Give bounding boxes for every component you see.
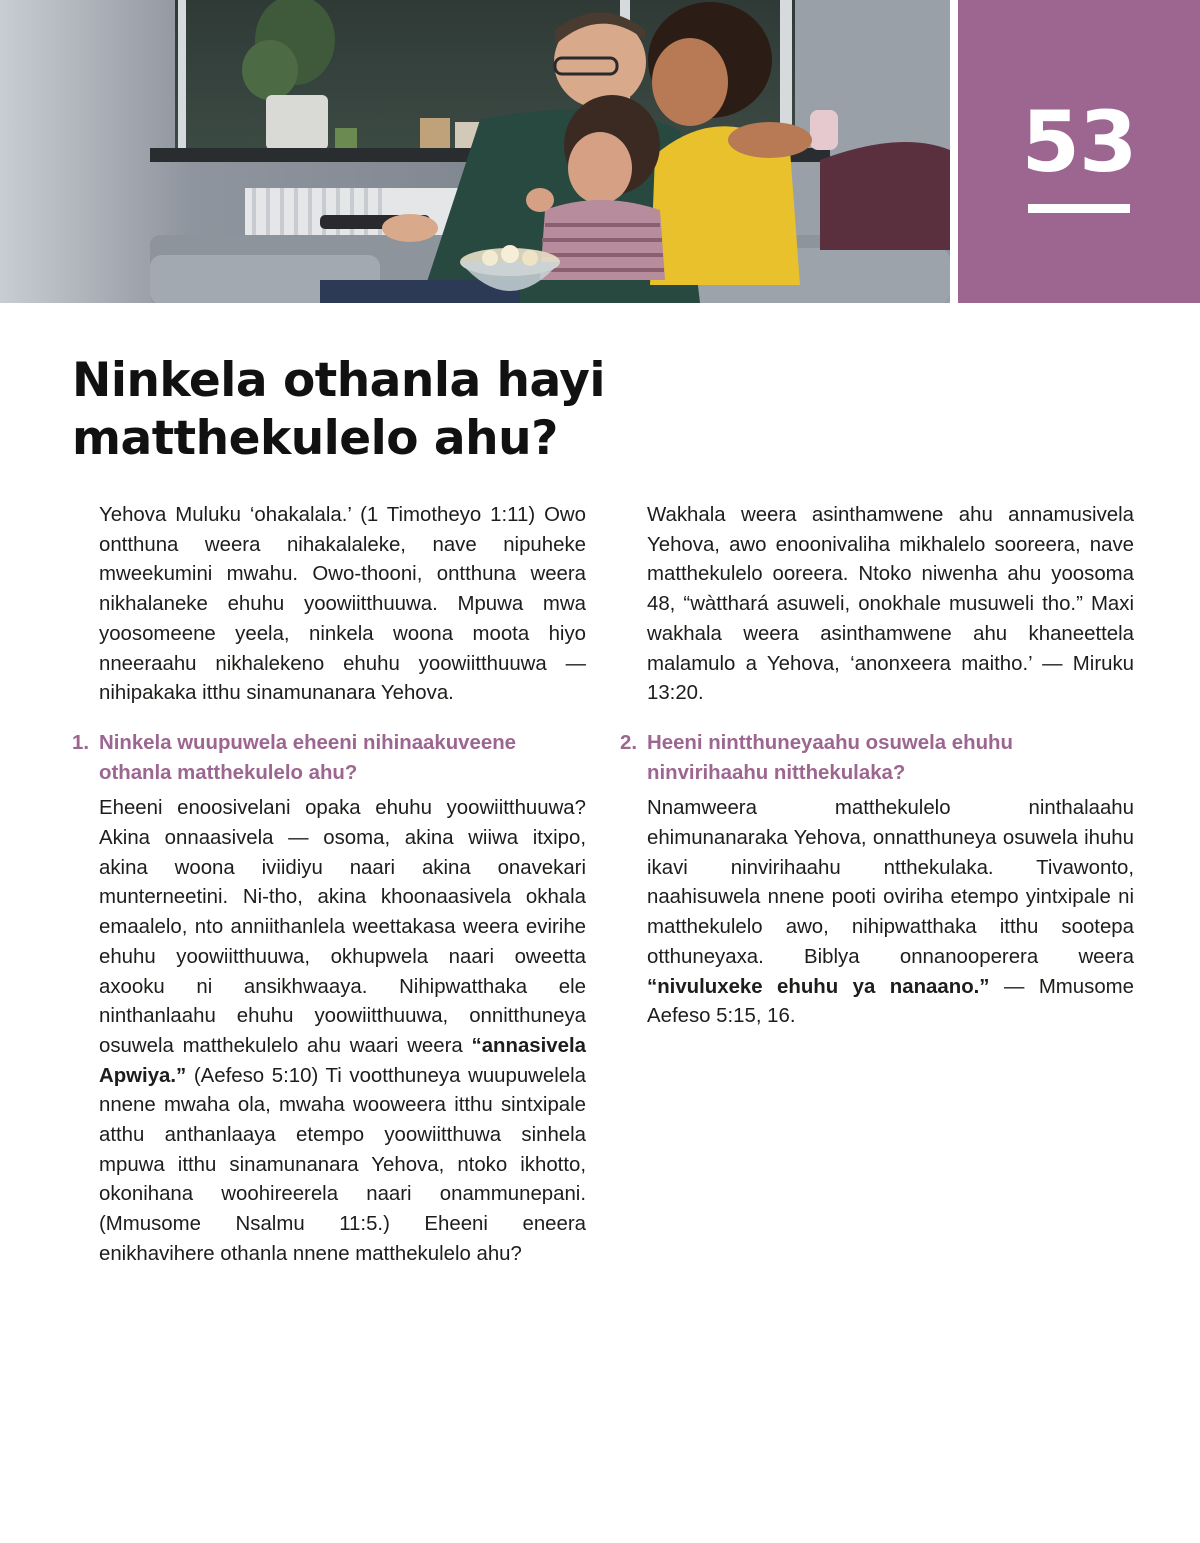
lesson-number-underline — [1028, 204, 1130, 213]
lesson-number-block — [958, 0, 1200, 303]
question-1-number: 1. — [72, 731, 90, 754]
lesson-number: 53 — [1021, 93, 1137, 191]
right-intro-paragraph: Wakhala weera asinthamwene ahu annamusivela Yehova, awo enoonivaliha mikhalelo sooreera, nave matthekulelo ooreera. Ntoko niwenha ahu yoosoma 48, “wàtthará asuweli, onokhale musuweli tho.” Maxi wakhala weera asinthamwene ahu khaneettela malamulo a Yehova, ‘anonxeera maitho.’ — Miruku 13:20. — [647, 504, 1134, 705]
question-2 — [620, 729, 1134, 788]
intro-paragraph: Yehova Muluku ‘ohakalala.’ (1 Timotheyo 1:11) Owo ontthuna weera nihakalaleke, nave nipuheke mweekumini mwahu. Owo-thooni, ontthuna weera nikhalaneke ehuhu yoowiitthuuwa. Mpuwa mwa yoosomeene yeela, ninkela woona moota hiyo nneeraahu nikhalekeno ehuhu yoowiitthuuwa — nihipakaka itthu sinamunanara Yehova. — [99, 504, 586, 705]
left-column — [72, 501, 586, 1270]
family-watching-tv-photo — [0, 0, 950, 303]
section-1-bold-quote: “annasivela Apwiya.” — [99, 1034, 586, 1087]
header-photo — [0, 0, 950, 303]
question-2-text: Heeni nintthuneyaahu osuwela ehuhu ninvirihaahu nitthekulaka? — [647, 731, 1013, 784]
section-2-paragraph — [620, 794, 1134, 1032]
section-2-text-b: — Mmusome Aefeso 5:15, 16. — [647, 975, 1134, 1028]
section-2-bold-quote: “nivuluxeke ehuhu ya nanaano.” — [647, 975, 990, 998]
question-1-text: Ninkela wuupuwela eheeni nihinaakuveene othanla matthekulelo ahu? — [99, 731, 517, 784]
question-1 — [72, 729, 586, 788]
question-2-number: 2. — [620, 731, 638, 754]
right-column — [620, 501, 1134, 1032]
section-1-text-a: Eheeni enoosivelani opaka ehuhu yoowiitthuuwa? Akina onnaasivela — osoma, akina wiiwa itxipo, akina woona iviidiyu naari akina onavekari munterneetini. Ni-tho, akina khoonaasivela okhala emaalelo, nto anniithanlela weettakasa weera evirihe ehuhu yoowiitthuuwa, okhupwela naari oweetta axooku ni ansikhwaaya. Nihipwatthaka ele ninthanlaahu ehuhu yoowiitthuuwa, onnitthuneya osuwela matthekulelo ahu waari weera — [99, 797, 586, 1057]
section-1-text-b: (Aefeso 5:10) Ti vootthuneya wuupuwelela nnene mwaha ola, mwaha wooweera itthu sintxipale atthu anthanlaaya etempo yoowiitthuwa sinhela mpuwa itthu sinamunanara Yehova, ntoko ikhotto, okonihana woohireerela naari onammunepani. (Mmusome Nsalmu 11:5.) Eheeni eneera enikhavihere othanla nnene matthekulelo ahu? — [99, 1064, 586, 1265]
section-1-paragraph — [72, 794, 586, 1269]
page-title: Ninkela othanla hayi matthekulelo ahu? — [72, 353, 606, 466]
section-2-text-a: Nnamweera matthekulelo ninthalaahu ehimunanaraka Yehova, onnatthuneya osuwela ihuhu ikavi ninvirihaahu ntthekulaka. Tivawonto, naahisuwela nnene pooti oviriha etempo yintxipale ni matthekulelo awo, nihipwatthaka itthu sootepa otthuneyaxa. Biblya onnanooperera weera — [647, 797, 1134, 968]
